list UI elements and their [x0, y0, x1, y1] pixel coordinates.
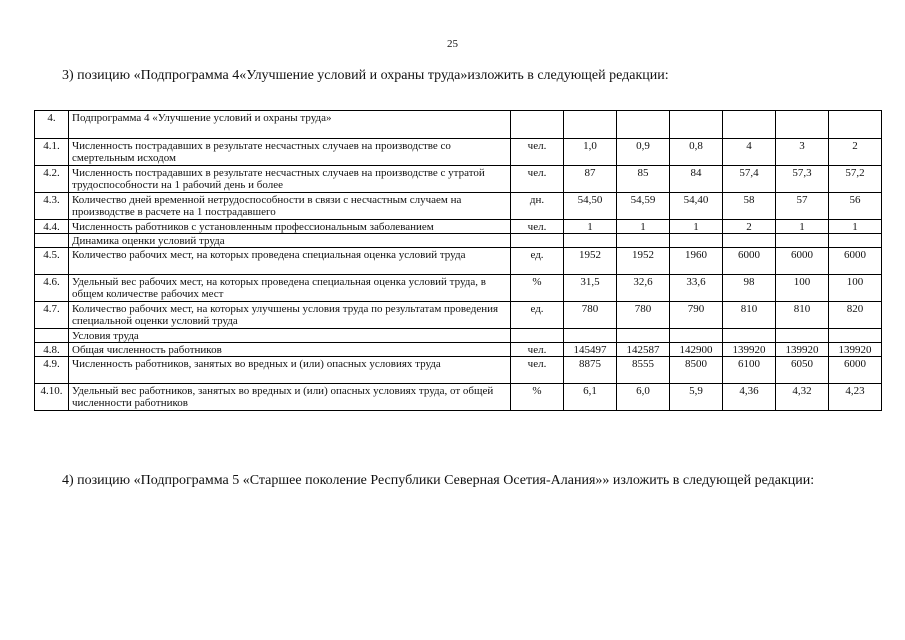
table-row: [35, 384, 882, 411]
unit-cell: чел.: [511, 357, 564, 384]
unit-cell: чел.: [511, 343, 564, 357]
value-cell: 810: [776, 302, 829, 329]
value-cell: 1952: [617, 248, 670, 275]
table-section-row: [35, 329, 882, 343]
value-cell: 57,4: [723, 166, 776, 193]
empty-cell: [670, 329, 723, 343]
value-cell: 0,9: [617, 139, 670, 166]
indicator-name: Общая численность работников: [69, 343, 511, 357]
empty-cell: [829, 234, 882, 248]
empty-cell: [511, 111, 564, 139]
table-section-row: [35, 234, 882, 248]
value-cell: 6000: [776, 248, 829, 275]
value-cell: 142900: [670, 343, 723, 357]
value-cell: 1960: [670, 248, 723, 275]
value-cell: 100: [776, 275, 829, 302]
section-title: Условия труда: [69, 329, 511, 343]
value-cell: 780: [564, 302, 617, 329]
empty-cell: [617, 329, 670, 343]
empty-cell: [564, 234, 617, 248]
unit-cell: %: [511, 275, 564, 302]
value-cell: 8555: [617, 357, 670, 384]
indicator-name: Количество рабочих мест, на которых проведена специальная оценка условий труда: [69, 248, 511, 275]
empty-cell: [776, 329, 829, 343]
empty-cell: [670, 111, 723, 139]
row-number: 4.1.: [35, 139, 69, 166]
value-cell: 1: [829, 220, 882, 234]
page-number: 25: [447, 38, 458, 50]
row-number: 4.9.: [35, 357, 69, 384]
row-number: 4.6.: [35, 275, 69, 302]
value-cell: 58: [723, 193, 776, 220]
value-cell: 57,3: [776, 166, 829, 193]
value-cell: 1: [670, 220, 723, 234]
subprogram-title: Подпрограмма 4 «Улучшение условий и охраны труда»: [69, 111, 511, 139]
instruction-paragraph-3: 3) позицию «Подпрограмма 4«Улучшение условий и охраны труда»изложить в следующей редакции:: [62, 68, 669, 83]
value-cell: 139920: [776, 343, 829, 357]
empty-cell: [617, 234, 670, 248]
value-cell: 57: [776, 193, 829, 220]
value-cell: 31,5: [564, 275, 617, 302]
value-cell: 780: [617, 302, 670, 329]
value-cell: 6,0: [617, 384, 670, 411]
value-cell: 2: [829, 139, 882, 166]
indicator-name: Численность пострадавших в результате несчастных случаев на производстве со смертельным исходом: [69, 139, 511, 166]
table-row: [35, 275, 882, 302]
value-cell: 54,40: [670, 193, 723, 220]
empty-cell: [723, 329, 776, 343]
value-cell: 100: [829, 275, 882, 302]
unit-cell: дн.: [511, 193, 564, 220]
row-number: 4.7.: [35, 302, 69, 329]
row-number: 4.5.: [35, 248, 69, 275]
empty-cell: [35, 329, 69, 343]
indicator-name: Численность работников, занятых во вредных и (или) опасных условиях труда: [69, 357, 511, 384]
empty-cell: [776, 234, 829, 248]
value-cell: 1,0: [564, 139, 617, 166]
value-cell: 6100: [723, 357, 776, 384]
value-cell: 2: [723, 220, 776, 234]
unit-cell: чел.: [511, 220, 564, 234]
table-row: [35, 166, 882, 193]
value-cell: 1: [776, 220, 829, 234]
value-cell: 5,9: [670, 384, 723, 411]
row-number: 4.4.: [35, 220, 69, 234]
value-cell: 790: [670, 302, 723, 329]
value-cell: 87: [564, 166, 617, 193]
value-cell: 57,2: [829, 166, 882, 193]
empty-cell: [829, 111, 882, 139]
empty-cell: [511, 329, 564, 343]
instruction-paragraph-4: 4) позицию «Подпрограмма 5 «Старшее поколение Республики Северная Осетия-Алания»» изложить в следующей редакции:: [62, 473, 815, 488]
value-cell: 6,1: [564, 384, 617, 411]
table-row: [35, 343, 882, 357]
table-row: [35, 139, 882, 166]
row-number: 4.10.: [35, 384, 69, 411]
value-cell: 139920: [723, 343, 776, 357]
empty-cell: [564, 329, 617, 343]
value-cell: 820: [829, 302, 882, 329]
indicator-name: Численность работников с установленным профессиональным заболеванием: [69, 220, 511, 234]
value-cell: 98: [723, 275, 776, 302]
value-cell: 33,6: [670, 275, 723, 302]
empty-cell: [723, 234, 776, 248]
value-cell: 142587: [617, 343, 670, 357]
table-header-row: [35, 111, 882, 139]
table-row: [35, 220, 882, 234]
value-cell: 54,59: [617, 193, 670, 220]
indicator-name: Удельный вес работников, занятых во вредных и (или) опасных условиях труда, от общей численности работников: [69, 384, 511, 411]
unit-cell: ед.: [511, 248, 564, 275]
value-cell: 1: [564, 220, 617, 234]
value-cell: 4,36: [723, 384, 776, 411]
row-number: 4.2.: [35, 166, 69, 193]
value-cell: 54,50: [564, 193, 617, 220]
empty-cell: [670, 234, 723, 248]
table-row: [35, 357, 882, 384]
value-cell: 810: [723, 302, 776, 329]
table-row: [35, 302, 882, 329]
table-row: [35, 248, 882, 275]
empty-cell: [723, 111, 776, 139]
empty-cell: [35, 234, 69, 248]
unit-cell: чел.: [511, 166, 564, 193]
value-cell: 139920: [829, 343, 882, 357]
value-cell: 1: [617, 220, 670, 234]
value-cell: 145497: [564, 343, 617, 357]
value-cell: 4,32: [776, 384, 829, 411]
empty-cell: [617, 111, 670, 139]
value-cell: 4: [723, 139, 776, 166]
subprogram-4-indicators-table: [34, 110, 882, 411]
value-cell: 6050: [776, 357, 829, 384]
value-cell: 85: [617, 166, 670, 193]
value-cell: 1952: [564, 248, 617, 275]
table-body: [35, 111, 882, 411]
value-cell: 32,6: [617, 275, 670, 302]
value-cell: 8500: [670, 357, 723, 384]
value-cell: 6000: [829, 248, 882, 275]
unit-cell: %: [511, 384, 564, 411]
value-cell: 0,8: [670, 139, 723, 166]
value-cell: 84: [670, 166, 723, 193]
value-cell: 8875: [564, 357, 617, 384]
value-cell: 6000: [723, 248, 776, 275]
empty-cell: [776, 111, 829, 139]
unit-cell: ед.: [511, 302, 564, 329]
indicator-name: Количество рабочих мест, на которых улучшены условия труда по результатам проведения специальной оценки условий труда: [69, 302, 511, 329]
row-number: 4.3.: [35, 193, 69, 220]
row-number: 4.: [35, 111, 69, 139]
table-row: [35, 193, 882, 220]
value-cell: 3: [776, 139, 829, 166]
unit-cell: чел.: [511, 139, 564, 166]
indicator-name: Удельный вес рабочих мест, на которых проведена специальная оценка условий труда, в общем количестве рабочих мест: [69, 275, 511, 302]
row-number: 4.8.: [35, 343, 69, 357]
value-cell: 56: [829, 193, 882, 220]
empty-cell: [564, 111, 617, 139]
section-title: Динамика оценки условий труда: [69, 234, 511, 248]
value-cell: 6000: [829, 357, 882, 384]
indicator-name: Количество дней временной нетрудоспособности в связи с несчастным случаем на производстве в расчете на 1 пострадавшего: [69, 193, 511, 220]
empty-cell: [511, 234, 564, 248]
value-cell: 4,23: [829, 384, 882, 411]
indicator-name: Численность пострадавших в результате несчастных случаев на производстве с утратой трудоспособности на 1 рабочий день и более: [69, 166, 511, 193]
empty-cell: [829, 329, 882, 343]
